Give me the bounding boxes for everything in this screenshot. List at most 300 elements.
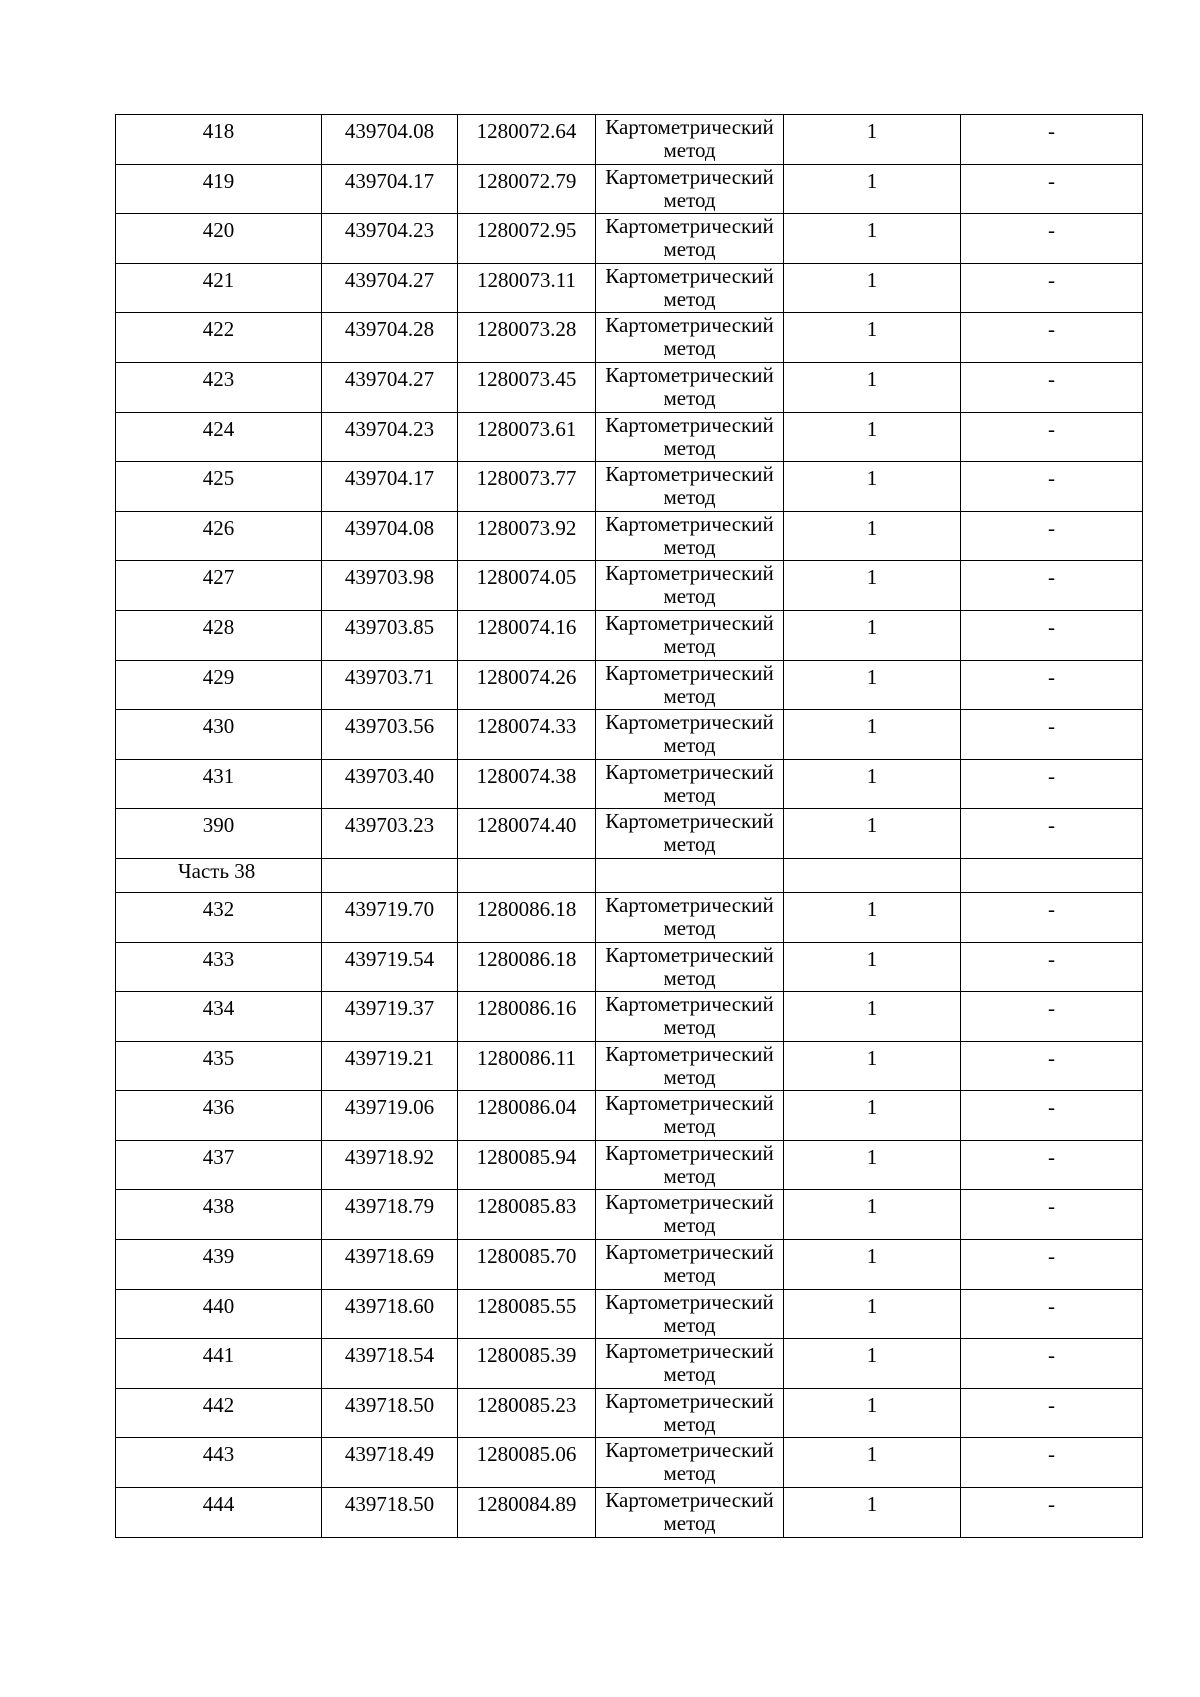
accuracy-cell-value: 1 <box>866 714 878 739</box>
point-number-cell <box>116 214 322 264</box>
note-cell <box>961 115 1143 165</box>
table-row <box>116 1190 1143 1240</box>
x-coordinate-cell-value: 439703.56 <box>344 714 435 739</box>
accuracy-cell-value: 1 <box>866 763 878 788</box>
y-coordinate-cell-value: 1280086.18 <box>476 946 577 971</box>
y-coordinate-cell-value: 1280074.40 <box>476 813 577 838</box>
x-coordinate-cell <box>322 115 458 165</box>
method-cell <box>596 214 784 264</box>
point-number-cell-value: 427 <box>202 565 235 590</box>
note-cell-value: - <box>1048 1095 1055 1120</box>
accuracy-cell-value: 1 <box>866 1045 878 1070</box>
table-row <box>116 462 1143 512</box>
method-text: метод <box>663 1114 716 1139</box>
x-coordinate-cell-value: 439718.69 <box>344 1244 435 1269</box>
note-cell <box>961 362 1143 412</box>
x-coordinate-cell <box>322 561 458 611</box>
note-cell-value: - <box>1048 366 1055 391</box>
accuracy-cell-value: 1 <box>866 664 878 689</box>
accuracy-cell <box>784 1289 961 1339</box>
note-cell-value: - <box>1048 1492 1055 1517</box>
method-cell <box>596 1339 784 1389</box>
point-number-cell <box>116 942 322 992</box>
table-row <box>116 1289 1143 1339</box>
y-coordinate-cell <box>458 660 596 710</box>
x-coordinate-cell-value: 439703.85 <box>344 614 435 639</box>
x-coordinate-cell-value: 439718.50 <box>344 1392 435 1417</box>
accuracy-cell-value: 1 <box>866 946 878 971</box>
y-coordinate-cell <box>458 809 596 859</box>
accuracy-cell-value: 1 <box>866 1293 878 1318</box>
y-coordinate-cell <box>458 1339 596 1389</box>
method-text: Картометрический <box>605 1140 774 1165</box>
y-coordinate-cell <box>458 610 596 660</box>
note-cell-value: - <box>1048 896 1055 921</box>
note-cell-value: - <box>1048 1194 1055 1219</box>
table-row <box>116 263 1143 313</box>
method-cell <box>596 164 784 214</box>
x-coordinate-cell <box>322 1190 458 1240</box>
point-number-cell-value: 419 <box>202 168 235 193</box>
y-coordinate-cell <box>458 462 596 512</box>
accuracy-cell-value: 1 <box>866 1343 878 1368</box>
accuracy-cell <box>784 362 961 412</box>
note-cell <box>961 164 1143 214</box>
note-cell-value: - <box>1048 614 1055 639</box>
y-coordinate-cell <box>458 992 596 1042</box>
accuracy-cell <box>784 1438 961 1488</box>
note-cell <box>961 710 1143 760</box>
point-number-cell-value: 438 <box>202 1194 235 1219</box>
note-cell-value: - <box>1048 664 1055 689</box>
y-coordinate-cell-value: 1280085.55 <box>476 1293 577 1318</box>
x-coordinate-cell-value: 439719.37 <box>344 996 435 1021</box>
method-text: Картометрический <box>605 1190 774 1215</box>
x-coordinate-cell-value: 439718.54 <box>344 1343 435 1368</box>
y-coordinate-cell-value: 1280072.95 <box>476 218 577 243</box>
x-coordinate-cell <box>322 412 458 462</box>
method-text: метод <box>663 1263 716 1288</box>
note-cell-value: - <box>1048 813 1055 838</box>
empty-cell <box>322 858 458 892</box>
note-cell <box>961 1339 1143 1389</box>
x-coordinate-cell <box>322 1240 458 1290</box>
y-coordinate-cell <box>458 115 596 165</box>
accuracy-cell-value: 1 <box>866 267 878 292</box>
point-number-cell <box>116 561 322 611</box>
method-text: Картометрический <box>605 610 774 635</box>
note-cell <box>961 660 1143 710</box>
method-text: метод <box>663 633 716 658</box>
table-row <box>116 164 1143 214</box>
method-cell <box>596 462 784 512</box>
method-cell <box>596 1488 784 1538</box>
accuracy-cell-value: 1 <box>866 466 878 491</box>
method-text: Картометрический <box>605 313 774 338</box>
point-number-cell <box>116 313 322 363</box>
table-row <box>116 362 1143 412</box>
accuracy-cell <box>784 214 961 264</box>
table-section-part38 <box>116 858 1143 892</box>
accuracy-cell <box>784 992 961 1042</box>
accuracy-cell-value: 1 <box>866 614 878 639</box>
y-coordinate-cell <box>458 710 596 760</box>
table-row <box>116 1438 1143 1488</box>
method-text: Картометрический <box>605 1438 774 1463</box>
point-number-cell-value: 434 <box>202 996 235 1021</box>
table-row <box>116 610 1143 660</box>
note-cell-value: - <box>1048 1144 1055 1169</box>
note-cell <box>961 892 1143 942</box>
y-coordinate-cell <box>458 1041 596 1091</box>
note-cell-value: - <box>1048 218 1055 243</box>
method-text: Картометрический <box>605 759 774 784</box>
point-number-cell-value: 420 <box>202 218 235 243</box>
method-text: метод <box>663 1511 716 1536</box>
x-coordinate-cell <box>322 759 458 809</box>
note-cell-value: - <box>1048 1293 1055 1318</box>
y-coordinate-cell <box>458 1091 596 1141</box>
y-coordinate-cell <box>458 412 596 462</box>
y-coordinate-cell <box>458 1240 596 1290</box>
method-cell <box>596 561 784 611</box>
point-number-cell <box>116 759 322 809</box>
y-coordinate-cell-value: 1280073.11 <box>477 267 576 292</box>
x-coordinate-cell-value: 439703.71 <box>344 664 435 689</box>
y-coordinate-cell <box>458 759 596 809</box>
accuracy-cell <box>784 1388 961 1438</box>
table-row <box>116 892 1143 942</box>
accuracy-cell-value: 1 <box>866 119 878 143</box>
point-number-cell-value: 443 <box>202 1442 235 1467</box>
x-coordinate-cell-value: 439704.17 <box>344 168 435 193</box>
method-text: метод <box>663 138 716 162</box>
method-cell <box>596 1388 784 1438</box>
point-number-cell-value: 439 <box>202 1244 235 1269</box>
note-cell-value: - <box>1048 1244 1055 1269</box>
x-coordinate-cell-value: 439704.23 <box>344 218 435 243</box>
point-number-cell-value: 432 <box>202 896 235 921</box>
method-cell <box>596 942 784 992</box>
point-number-cell-value: 422 <box>202 317 235 342</box>
table-row <box>116 809 1143 859</box>
x-coordinate-cell <box>322 1289 458 1339</box>
method-text: метод <box>663 733 716 758</box>
method-cell <box>596 759 784 809</box>
note-cell <box>961 1438 1143 1488</box>
y-coordinate-cell <box>458 561 596 611</box>
method-text: метод <box>663 385 716 410</box>
empty-cell <box>458 858 596 892</box>
table-row <box>116 1140 1143 1190</box>
point-number-cell-value: 428 <box>202 614 235 639</box>
table-body-part2 <box>116 892 1143 1537</box>
method-cell <box>596 1140 784 1190</box>
table-row <box>116 511 1143 561</box>
point-number-cell-value: 435 <box>202 1045 235 1070</box>
accuracy-cell-value: 1 <box>866 565 878 590</box>
y-coordinate-cell-value: 1280073.45 <box>476 366 577 391</box>
point-number-cell-value: 426 <box>202 515 235 540</box>
method-text: метод <box>663 1461 716 1486</box>
table-row <box>116 992 1143 1042</box>
method-cell <box>596 1289 784 1339</box>
method-text: Картометрический <box>605 892 774 917</box>
accuracy-cell <box>784 511 961 561</box>
point-number-cell-value: 424 <box>202 416 235 441</box>
method-cell <box>596 710 784 760</box>
note-cell-value: - <box>1048 416 1055 441</box>
table-row <box>116 214 1143 264</box>
note-cell-value: - <box>1048 714 1055 739</box>
note-cell-value: - <box>1048 996 1055 1021</box>
method-cell <box>596 809 784 859</box>
accuracy-cell <box>784 1190 961 1240</box>
y-coordinate-cell-value: 1280072.64 <box>476 119 577 143</box>
accuracy-cell-value: 1 <box>866 1194 878 1219</box>
point-number-cell-value: 430 <box>202 714 235 739</box>
point-number-cell-value: 423 <box>202 366 235 391</box>
method-text: Картометрический <box>605 1289 774 1314</box>
method-cell <box>596 412 784 462</box>
method-cell <box>596 1240 784 1290</box>
note-cell-value: - <box>1048 317 1055 342</box>
x-coordinate-cell <box>322 942 458 992</box>
method-text: Картометрический <box>605 214 774 239</box>
table-row <box>116 412 1143 462</box>
accuracy-cell <box>784 1488 961 1538</box>
method-text: метод <box>663 782 716 807</box>
method-text: Картометрический <box>605 462 774 487</box>
method-cell <box>596 362 784 412</box>
y-coordinate-cell <box>458 892 596 942</box>
method-text: Картометрический <box>605 710 774 735</box>
x-coordinate-cell-value: 439718.79 <box>344 1194 435 1219</box>
x-coordinate-cell-value: 439704.28 <box>344 317 435 342</box>
accuracy-cell <box>784 263 961 313</box>
x-coordinate-cell-value: 439704.27 <box>344 366 435 391</box>
method-text: метод <box>663 1015 716 1040</box>
y-coordinate-cell-value: 1280085.94 <box>476 1144 577 1169</box>
x-coordinate-cell-value: 439704.17 <box>344 466 435 491</box>
method-cell <box>596 115 784 165</box>
x-coordinate-cell-value: 439719.06 <box>344 1095 435 1120</box>
x-coordinate-cell <box>322 313 458 363</box>
method-cell <box>596 610 784 660</box>
point-number-cell-value: 444 <box>202 1492 235 1517</box>
note-cell <box>961 313 1143 363</box>
x-coordinate-cell-value: 439703.23 <box>344 813 435 838</box>
accuracy-cell <box>784 412 961 462</box>
x-coordinate-cell-value: 439704.08 <box>344 119 435 143</box>
x-coordinate-cell-value: 439704.08 <box>344 515 435 540</box>
x-coordinate-cell <box>322 1339 458 1389</box>
point-number-cell-value: 390 <box>202 813 235 838</box>
method-text: метод <box>663 1411 716 1436</box>
method-text: Картометрический <box>605 164 774 189</box>
accuracy-cell-value: 1 <box>866 1442 878 1467</box>
point-number-cell <box>116 1240 322 1290</box>
method-text: метод <box>663 1213 716 1238</box>
method-text: метод <box>663 435 716 460</box>
point-number-cell <box>116 412 322 462</box>
note-cell <box>961 412 1143 462</box>
point-number-cell <box>116 115 322 165</box>
x-coordinate-cell-value: 439704.23 <box>344 416 435 441</box>
point-number-cell-value: 440 <box>202 1293 235 1318</box>
method-text: метод <box>663 1312 716 1337</box>
section-label: Часть 38 <box>178 858 256 883</box>
table-row <box>116 1488 1143 1538</box>
accuracy-cell <box>784 942 961 992</box>
note-cell-value: - <box>1048 466 1055 491</box>
accuracy-cell <box>784 1240 961 1290</box>
method-cell <box>596 1190 784 1240</box>
method-text: метод <box>663 1362 716 1387</box>
accuracy-cell-value: 1 <box>866 896 878 921</box>
x-coordinate-cell-value: 439703.40 <box>344 763 435 788</box>
table-row <box>116 313 1143 363</box>
method-text: метод <box>663 286 716 311</box>
table-row <box>116 1388 1143 1438</box>
point-number-cell-value: 436 <box>202 1095 235 1120</box>
method-text: Картометрический <box>605 1041 774 1066</box>
accuracy-cell <box>784 313 961 363</box>
method-text: Картометрический <box>605 1091 774 1116</box>
x-coordinate-cell-value: 439718.92 <box>344 1144 435 1169</box>
method-cell <box>596 1438 784 1488</box>
point-number-cell <box>116 462 322 512</box>
note-cell <box>961 942 1143 992</box>
point-number-cell-value: 421 <box>202 267 235 292</box>
x-coordinate-cell-value: 439704.27 <box>344 267 435 292</box>
empty-cell <box>961 858 1143 892</box>
method-text: Картометрический <box>605 412 774 437</box>
method-text: Картометрический <box>605 263 774 288</box>
method-cell <box>596 1091 784 1141</box>
note-cell <box>961 1240 1143 1290</box>
accuracy-cell <box>784 462 961 512</box>
point-number-cell <box>116 1289 322 1339</box>
y-coordinate-cell-value: 1280074.16 <box>476 614 577 639</box>
note-cell <box>961 809 1143 859</box>
method-text: Картометрический <box>605 1240 774 1265</box>
y-coordinate-cell <box>458 942 596 992</box>
table-body-part1 <box>116 115 1143 859</box>
empty-cell <box>596 858 784 892</box>
table-row <box>116 561 1143 611</box>
method-text: метод <box>663 237 716 262</box>
point-number-cell-value: 437 <box>202 1144 235 1169</box>
x-coordinate-cell <box>322 1438 458 1488</box>
y-coordinate-cell-value: 1280084.89 <box>476 1492 577 1517</box>
note-cell <box>961 992 1143 1042</box>
y-coordinate-cell-value: 1280085.70 <box>476 1244 577 1269</box>
x-coordinate-cell <box>322 362 458 412</box>
method-cell <box>596 511 784 561</box>
x-coordinate-cell-value: 439718.60 <box>344 1293 435 1318</box>
point-number-cell-value: 431 <box>202 763 235 788</box>
method-cell <box>596 892 784 942</box>
section-row <box>116 858 1143 892</box>
table-row <box>116 115 1143 165</box>
accuracy-cell <box>784 1140 961 1190</box>
table-row <box>116 1240 1143 1290</box>
x-coordinate-cell-value: 439718.50 <box>344 1492 435 1517</box>
accuracy-cell-value: 1 <box>866 218 878 243</box>
note-cell <box>961 610 1143 660</box>
y-coordinate-cell <box>458 1190 596 1240</box>
table-row <box>116 1091 1143 1141</box>
x-coordinate-cell <box>322 214 458 264</box>
accuracy-cell-value: 1 <box>866 1492 878 1517</box>
accuracy-cell-value: 1 <box>866 317 878 342</box>
y-coordinate-cell-value: 1280073.92 <box>476 515 577 540</box>
point-number-cell <box>116 610 322 660</box>
method-text: Картометрический <box>605 362 774 387</box>
y-coordinate-cell <box>458 1438 596 1488</box>
note-cell-value: - <box>1048 119 1055 143</box>
method-text: метод <box>663 915 716 940</box>
method-text: Картометрический <box>605 1388 774 1413</box>
y-coordinate-cell <box>458 313 596 363</box>
y-coordinate-cell-value: 1280073.77 <box>476 466 577 491</box>
y-coordinate-cell <box>458 362 596 412</box>
point-number-cell-value: 418 <box>202 119 235 143</box>
point-number-cell <box>116 362 322 412</box>
x-coordinate-cell-value: 439719.21 <box>344 1045 435 1070</box>
point-number-cell <box>116 1041 322 1091</box>
y-coordinate-cell <box>458 164 596 214</box>
point-number-cell-value: 442 <box>202 1392 235 1417</box>
x-coordinate-cell <box>322 1091 458 1141</box>
y-coordinate-cell-value: 1280085.39 <box>476 1343 577 1368</box>
accuracy-cell-value: 1 <box>866 996 878 1021</box>
method-text: метод <box>663 485 716 510</box>
note-cell-value: - <box>1048 515 1055 540</box>
method-text: Картометрический <box>605 942 774 967</box>
y-coordinate-cell-value: 1280072.79 <box>476 168 577 193</box>
method-cell <box>596 992 784 1042</box>
x-coordinate-cell-value: 439703.98 <box>344 565 435 590</box>
point-number-cell <box>116 1488 322 1538</box>
point-number-cell <box>116 263 322 313</box>
y-coordinate-cell-value: 1280086.04 <box>476 1095 577 1120</box>
point-number-cell <box>116 1091 322 1141</box>
point-number-cell <box>116 511 322 561</box>
y-coordinate-cell-value: 1280073.28 <box>476 317 577 342</box>
note-cell <box>961 759 1143 809</box>
accuracy-cell <box>784 660 961 710</box>
accuracy-cell-value: 1 <box>866 168 878 193</box>
y-coordinate-cell-value: 1280085.83 <box>476 1194 577 1219</box>
method-cell <box>596 1041 784 1091</box>
empty-cell <box>784 858 961 892</box>
y-coordinate-cell <box>458 1140 596 1190</box>
note-cell <box>961 1091 1143 1141</box>
note-cell-value: - <box>1048 168 1055 193</box>
method-text: Картометрический <box>605 1488 774 1513</box>
x-coordinate-cell <box>322 710 458 760</box>
note-cell <box>961 561 1143 611</box>
note-cell-value: - <box>1048 1392 1055 1417</box>
point-number-cell <box>116 1388 322 1438</box>
y-coordinate-cell-value: 1280073.61 <box>476 416 577 441</box>
note-cell-value: - <box>1048 763 1055 788</box>
accuracy-cell-value: 1 <box>866 1244 878 1269</box>
note-cell <box>961 1488 1143 1538</box>
accuracy-cell <box>784 115 961 165</box>
